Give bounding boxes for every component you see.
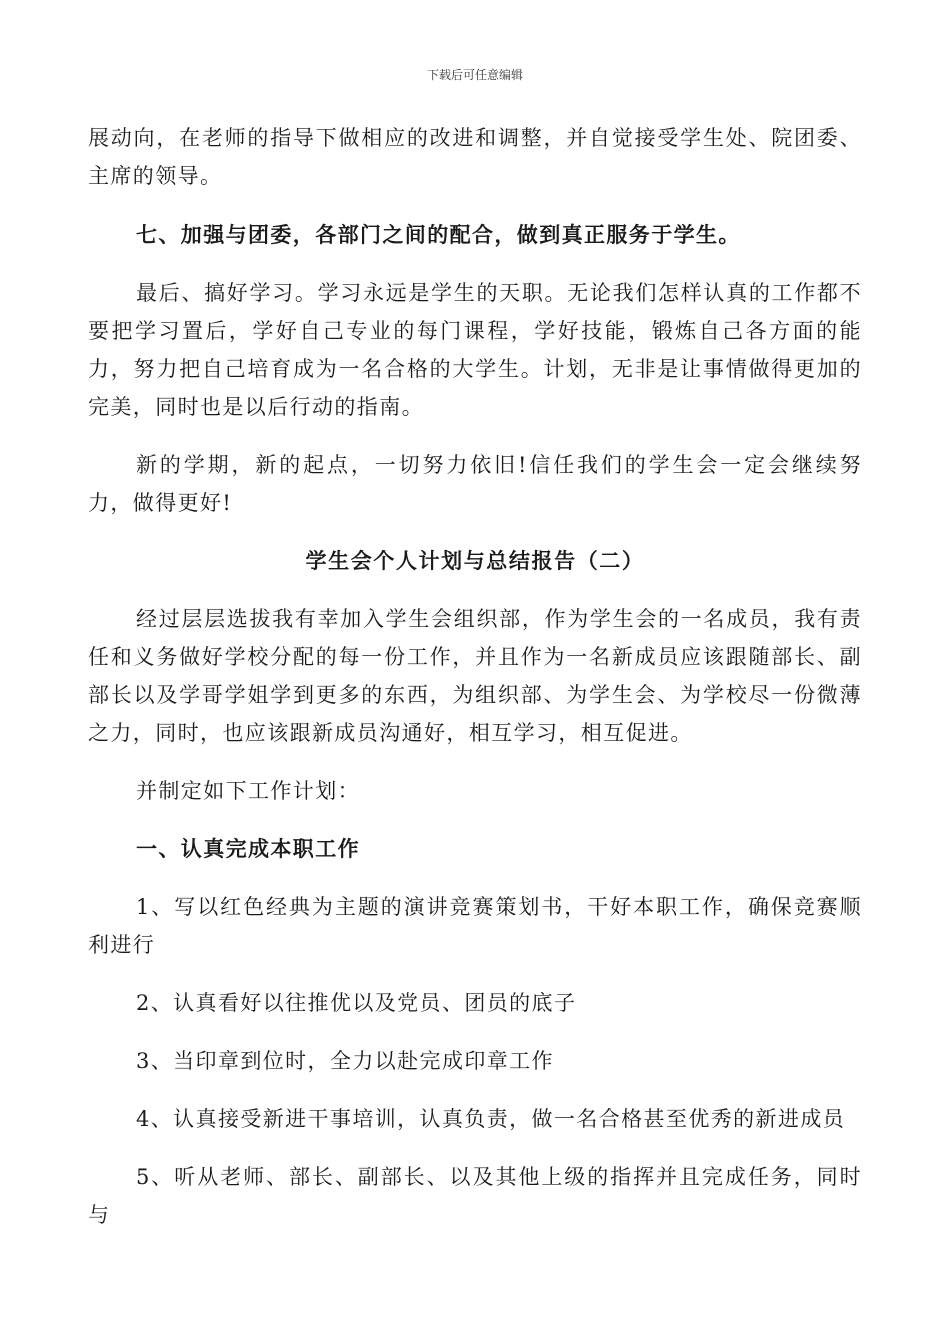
list-item-4: 4、认真接受新进干事培训，认真负责，做一名合格甚至优秀的新进成员 [136, 1107, 846, 1131]
paragraph-introduction: 经过层层选拔我有幸加入学生会组织部，作为学生会的一名成员，我有责任和义务做好学校分配的每一份工作，并且作为一名新成员应该跟随部长、副部长以及学哥学姐学到更多的东西，为组织部、为学生会、为学校尽一份微薄之力，同时，也应该跟新成员沟通好，相互学习，相互促进。 [88, 607, 862, 745]
list-item-3: 3、当印章到位时，全力以赴完成印章工作 [136, 1049, 554, 1073]
list-item-2: 2、认真看好以往推优以及党员、团员的底子 [136, 991, 577, 1015]
list-item-1: 1、写以红色经典为主题的演讲竞赛策划书，干好本职工作，确保竞赛顺利进行 [88, 895, 862, 957]
paragraph-new-semester: 新的学期，新的起点，一切努力依旧!信任我们的学生会一定会继续努力，做得更好! [88, 453, 862, 515]
paragraph-plan-intro: 并制定如下工作计划： [136, 779, 360, 803]
header-note: 下载后可任意编辑 [426, 68, 523, 82]
paragraph-study: 最后、搞好学习。学习永远是学生的天职。无论我们怎样认真的工作都不要把学习置后，学好自己专业的每门课程，学好技能，锻炼自己各方面的能力，努力把自己培育成为一名合格的大学生。计划，无非是让事情做得更加的完美，同时也是以后行动的指南。 [88, 281, 862, 419]
document-body [88, 119, 862, 1234]
section-heading-7: 七、加强与团委，各部门之间的配合，做到真正服务于学生。 [136, 222, 741, 247]
paragraph-continued: 展动向，在老师的指导下做相应的改进和调整，并自觉接受学生处、院团委、主席的领导。 [88, 126, 862, 188]
list-item-5: 5、听从老师、部长、副部长、以及其他上级的指挥并且完成任务，同时与 [88, 1165, 862, 1227]
section-heading-1: 一、认真完成本职工作 [136, 836, 360, 861]
report-title-2: 学生会个人计划与总结报告（二） [305, 548, 645, 573]
